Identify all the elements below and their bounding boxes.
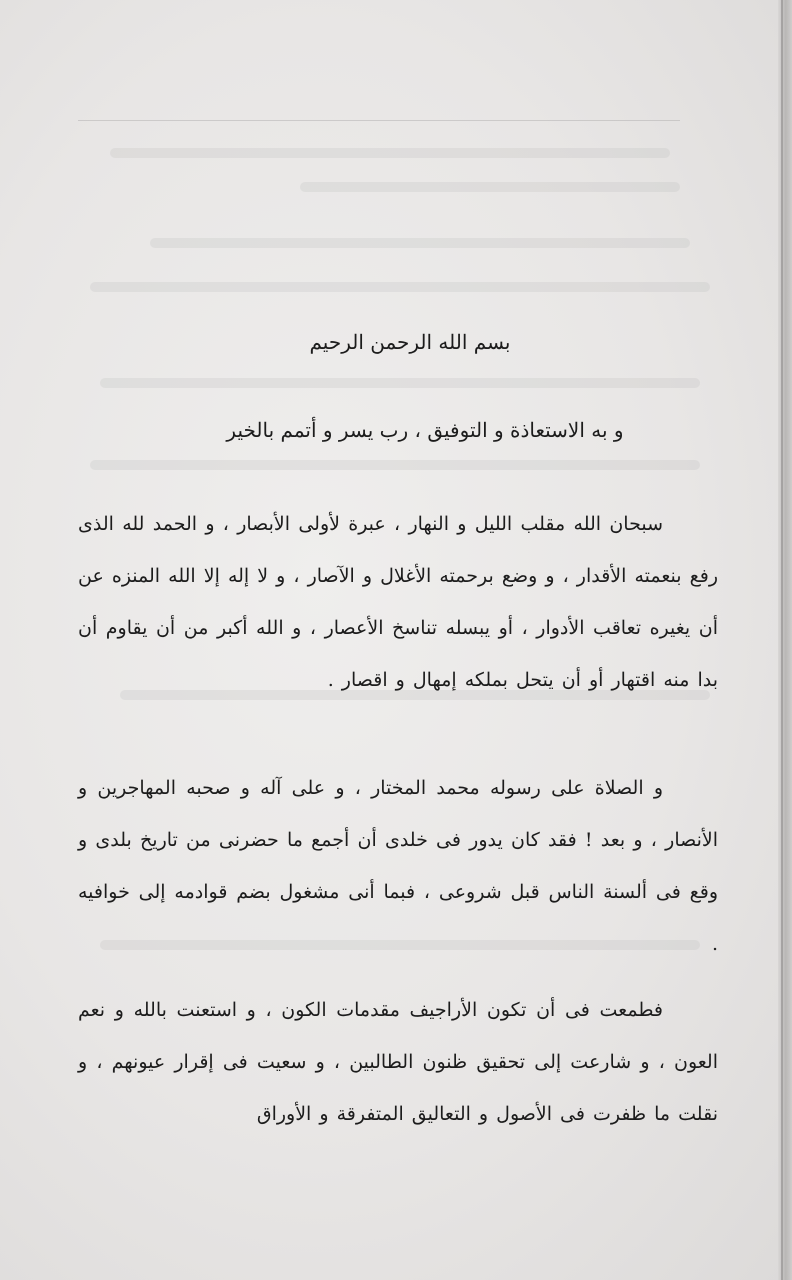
bleed-through-rule	[78, 120, 680, 121]
paragraph-1-text: سبحان الله مقلب الليل و النهار ، عبرة لأولى الأبصار ، و الحمد لله الذى رفع بنعمته الأقدار ، و وضع برحمته الأغلال و الآصار ، و لا إله إلا الله المنزه عن أن يغيره تعاقب الأدوار ، أو يبسله تناسخ الأعصار ، و الله أكبر من أن يقاوم أن بدا منه اقتهار أو أن يتحل بملكه إمهال و اقصار .	[78, 513, 718, 691]
bleed-through-line	[100, 378, 700, 388]
paragraph-3	[78, 984, 718, 1140]
paragraph-2	[78, 762, 718, 970]
bleed-through-line	[90, 282, 710, 292]
paragraph-2-text: و الصلاة على رسوله محمد المختار ، و على آله و صحبه المهاجرين و الأنصار ، و بعد ! فقد كان يدور فى خلدى أن أجمع ما حضرنى من تاريخ بلدى و وقع فى ألسنة الناس قبل شروعى ، فبما أنى مشغول بضم قوادمه إلى خوافيه .	[78, 777, 718, 955]
bleed-through-line	[110, 148, 670, 158]
basmala-heading: بسم الله الرحمن الرحيم	[309, 330, 511, 354]
invocation-line: و به الاستعاذة و التوفيق ، رب يسر و أتمم بالخير	[226, 418, 624, 442]
bleed-through-line	[150, 238, 690, 248]
paragraph-3-text: فطمعت فى أن تكون الأراجيف مقدمات الكون ، و استعنت بالله و نعم العون ، و شارعت إلى تحقيق ظنون الطالبين ، و سعيت فى إقرار عيونهم ، و نقلت ما ظفرت فى الأصول و التعاليق المتفرقة و الأوراق	[78, 999, 718, 1125]
page-edge-line	[781, 0, 783, 1280]
paragraph-1	[78, 498, 718, 706]
bleed-through-line	[90, 460, 700, 470]
bleed-through-line	[300, 182, 680, 192]
